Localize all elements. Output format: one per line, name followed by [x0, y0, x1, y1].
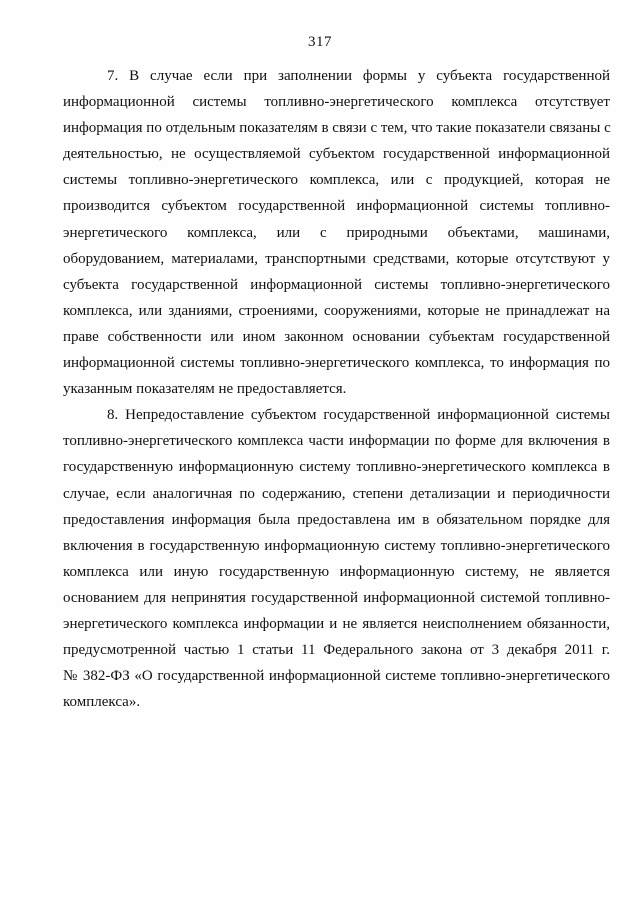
text-line: комплекса или иную государственную информационную систему, не является — [63, 563, 610, 580]
text-line: праве собственности или ином законном основании субъектам государственной — [63, 328, 610, 345]
text-line: энергетического комплекса информации и не является неисполнением обязанности, — [63, 615, 610, 632]
text-line: оборудованием, материалами, транспортными средствами, которые отсутствуют у — [63, 250, 610, 267]
text-line: комплекса». — [63, 694, 141, 711]
text-line: производится субъектом государственной информационной системы топливно- — [63, 198, 610, 215]
text-line: энергетического комплекса, или с природными объектами, машинами, — [63, 224, 610, 241]
text-line: деятельностью, не осуществляемой субъектом государственной информационной — [63, 146, 610, 163]
document-body — [63, 63, 610, 715]
text-line: включения в государственную информационную систему топливно-энергетического — [63, 537, 610, 554]
text-line: топливно-энергетического комплекса части информации по форме для включения в — [63, 433, 610, 450]
text-line: № 382-ФЗ «О государственной информационной системе топливно-энергетического — [63, 668, 610, 685]
text-line: субъекта государственной информационной системы топливно-энергетического — [63, 276, 610, 293]
text-line: 8. Непредоставление субъектом государственной информационной системы — [107, 407, 610, 424]
page-number: 317 — [308, 34, 332, 50]
text-line: основанием для непринятия государственной информационной системой топливно- — [63, 589, 610, 606]
text-line: комплекса, или зданиями, строениями, сооружениями, которые не принадлежат на — [63, 302, 610, 319]
text-line: предоставления информация была предоставлена им в обязательном порядке для — [63, 511, 610, 528]
text-line: государственную информационную систему топливно-энергетического комплекса в — [63, 459, 610, 476]
paragraph-8 — [63, 402, 610, 715]
text-line: случае, если аналогичная по содержанию, степени детализации и периодичности — [63, 485, 610, 502]
text-line: 7. В случае если при заполнении формы у субъекта государственной — [107, 68, 610, 84]
text-line: системы топливно-энергетического комплекса, или с продукцией, которая не — [63, 172, 610, 189]
text-line: информационной системы топливно-энергетического комплекса, то информация по — [63, 355, 610, 372]
text-line: указанным показателям не предоставляется. — [63, 381, 347, 398]
text-line: предусмотренной частью 1 статьи 11 Федерального закона от 3 декабря 2011 г. — [63, 642, 610, 659]
text-line: информация по отдельным показателям в связи с тем, что такие показатели связаны с — [63, 120, 611, 137]
paragraph-7 — [63, 63, 610, 402]
text-line: информационной системы топливно-энергетического комплекса отсутствует — [63, 94, 610, 111]
